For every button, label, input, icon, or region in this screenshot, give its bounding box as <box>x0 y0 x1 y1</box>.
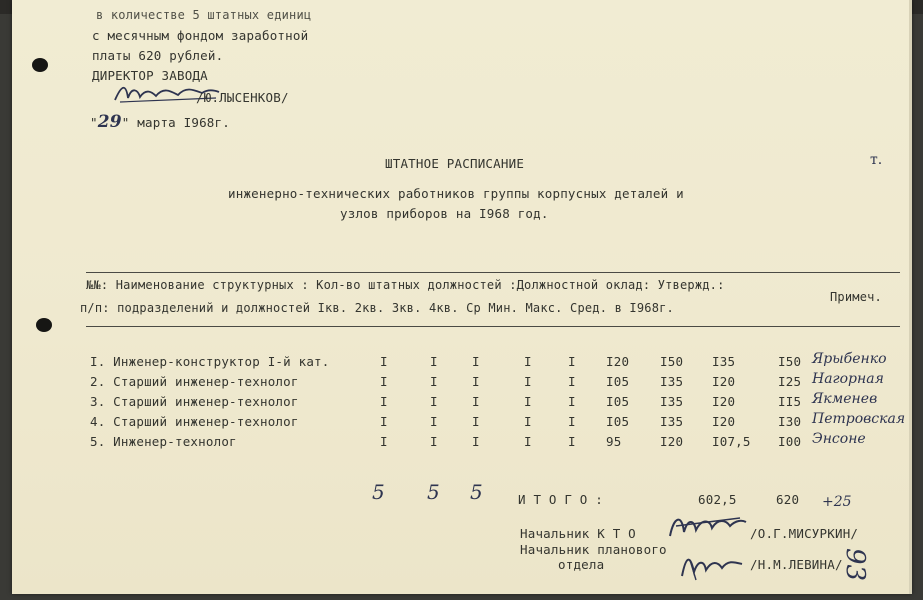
header-top-rule <box>86 272 900 273</box>
kto-name: /О.Г.МИСУРКИН/ <box>750 526 859 541</box>
cell-note-handwritten: Якменев <box>812 391 878 407</box>
approval-line-3: платы 620 рублей. <box>92 48 224 63</box>
cell-min: 95 <box>606 434 622 449</box>
document-subtitle-2: узлов приборов на I968 год. <box>340 206 549 221</box>
cell-q1: I <box>380 434 388 449</box>
cell-note-handwritten: Ярыбенко <box>812 351 887 367</box>
cell-mid: I20 <box>712 414 736 429</box>
cell-q1: I <box>380 394 388 409</box>
cell-mid: I35 <box>712 354 736 369</box>
cell-q2: I <box>430 414 438 429</box>
cell-min: I05 <box>606 394 630 409</box>
cell-max: I50 <box>660 354 684 369</box>
cell-max: I35 <box>660 394 684 409</box>
cell-approved: I25 <box>778 374 802 389</box>
cell-q4: I <box>524 394 532 409</box>
cell-q3: I <box>472 394 480 409</box>
punch-hole-bottom <box>36 318 52 332</box>
cell-q3: I <box>472 434 480 449</box>
cell-q2: I <box>430 434 438 449</box>
cell-q3: I <box>472 414 480 429</box>
approval-date <box>90 112 230 132</box>
handwritten-total-q1: 5 <box>372 480 385 504</box>
cell-approved: I50 <box>778 354 802 369</box>
cell-q4: I <box>524 354 532 369</box>
table-row-name: 5. Инженер-технолог <box>90 434 237 449</box>
cell-mid: I07,5 <box>712 434 751 449</box>
cell-approved: I30 <box>778 414 802 429</box>
plan-signature <box>676 546 746 582</box>
document-page <box>12 0 912 594</box>
handwritten-total-q2: 5 <box>427 480 440 504</box>
table-row-name: 4. Старший инженер-технолог <box>90 414 299 429</box>
cell-min: I20 <box>606 354 630 369</box>
cell-max: I35 <box>660 414 684 429</box>
kto-signature <box>666 508 750 544</box>
cell-mid: I20 <box>712 394 736 409</box>
plan-label-2: отдела <box>558 557 605 572</box>
cell-q4: I <box>524 414 532 429</box>
cell-q1: I <box>380 354 388 369</box>
punch-hole-top <box>32 58 48 72</box>
quote-close: " <box>121 115 130 130</box>
cell-note-handwritten: Петровская <box>812 411 906 427</box>
table-row-name: 3. Старший инженер-технолог <box>90 394 299 409</box>
cell-note-handwritten: Нагорная <box>812 371 884 387</box>
cell-q1: I <box>380 414 388 429</box>
cell-max: I35 <box>660 374 684 389</box>
corner-mark: т. <box>870 152 883 168</box>
cell-min: I05 <box>606 414 630 429</box>
kto-label: Начальник К Т О <box>520 526 636 541</box>
table-row-name: 2. Старший инженер-технолог <box>90 374 299 389</box>
cell-q2: I <box>430 394 438 409</box>
cell-min: I05 <box>606 374 630 389</box>
total-note: +25 <box>822 494 852 510</box>
quote-open: " <box>90 115 98 130</box>
table-header-line-1: №№: Наименование структурных : Кол-во штатных должностей :Должностной оклад: Утвержд.: <box>86 278 725 292</box>
handwritten-total-q3: 5 <box>470 480 483 504</box>
cell-q3: I <box>472 374 480 389</box>
cell-q3: I <box>472 354 480 369</box>
cell-q1: I <box>380 374 388 389</box>
cell-avg: I <box>568 434 576 449</box>
total-label: И Т О Г О : <box>518 492 603 507</box>
plan-label-1: Начальник планового <box>520 542 667 557</box>
header-bottom-rule <box>86 326 900 327</box>
cell-avg: I <box>568 374 576 389</box>
table-header-note: Примеч. <box>830 290 882 304</box>
cell-avg: I <box>568 414 576 429</box>
total-mid: 602,5 <box>698 492 737 507</box>
plan-name: /Н.М.ЛЕВИНА/ <box>750 557 843 572</box>
cell-mid: I20 <box>712 374 736 389</box>
approval-line-1: в количестве 5 штатных единиц <box>96 8 312 22</box>
cell-note-handwritten: Энсоне <box>812 431 866 447</box>
table-header-line-2: п/п: подразделений и должностей Iкв. 2кв. 3кв. 4кв. Ср Мин. Макс. Сред. в I968г. <box>80 301 674 315</box>
cell-q2: I <box>430 374 438 389</box>
document-subtitle-1: инженерно-технических работников группы корпусных деталей и <box>228 186 684 201</box>
document-title: ШТАТНОЕ РАСПИСАНИЕ <box>385 156 525 171</box>
cell-approved: II5 <box>778 394 802 409</box>
total-approved: 620 <box>776 492 800 507</box>
cell-q2: I <box>430 354 438 369</box>
date-rest: марта I968г. <box>137 115 230 130</box>
page-number: 93 <box>840 548 870 582</box>
approval-line-5: /Ю.ЛЫСЕНКОВ/ <box>196 90 289 105</box>
cell-approved: I00 <box>778 434 802 449</box>
approval-line-2: с месячным фондом заработной <box>92 28 309 43</box>
cell-q4: I <box>524 374 532 389</box>
table-row-name: I. Инженер-конструктор I-й кат. <box>90 354 330 369</box>
approval-line-4: ДИРЕКТОР ЗАВОДА <box>92 68 208 83</box>
cell-q4: I <box>524 434 532 449</box>
cell-avg: I <box>568 394 576 409</box>
date-day: 29 <box>97 112 122 132</box>
cell-max: I20 <box>660 434 684 449</box>
cell-avg: I <box>568 354 576 369</box>
